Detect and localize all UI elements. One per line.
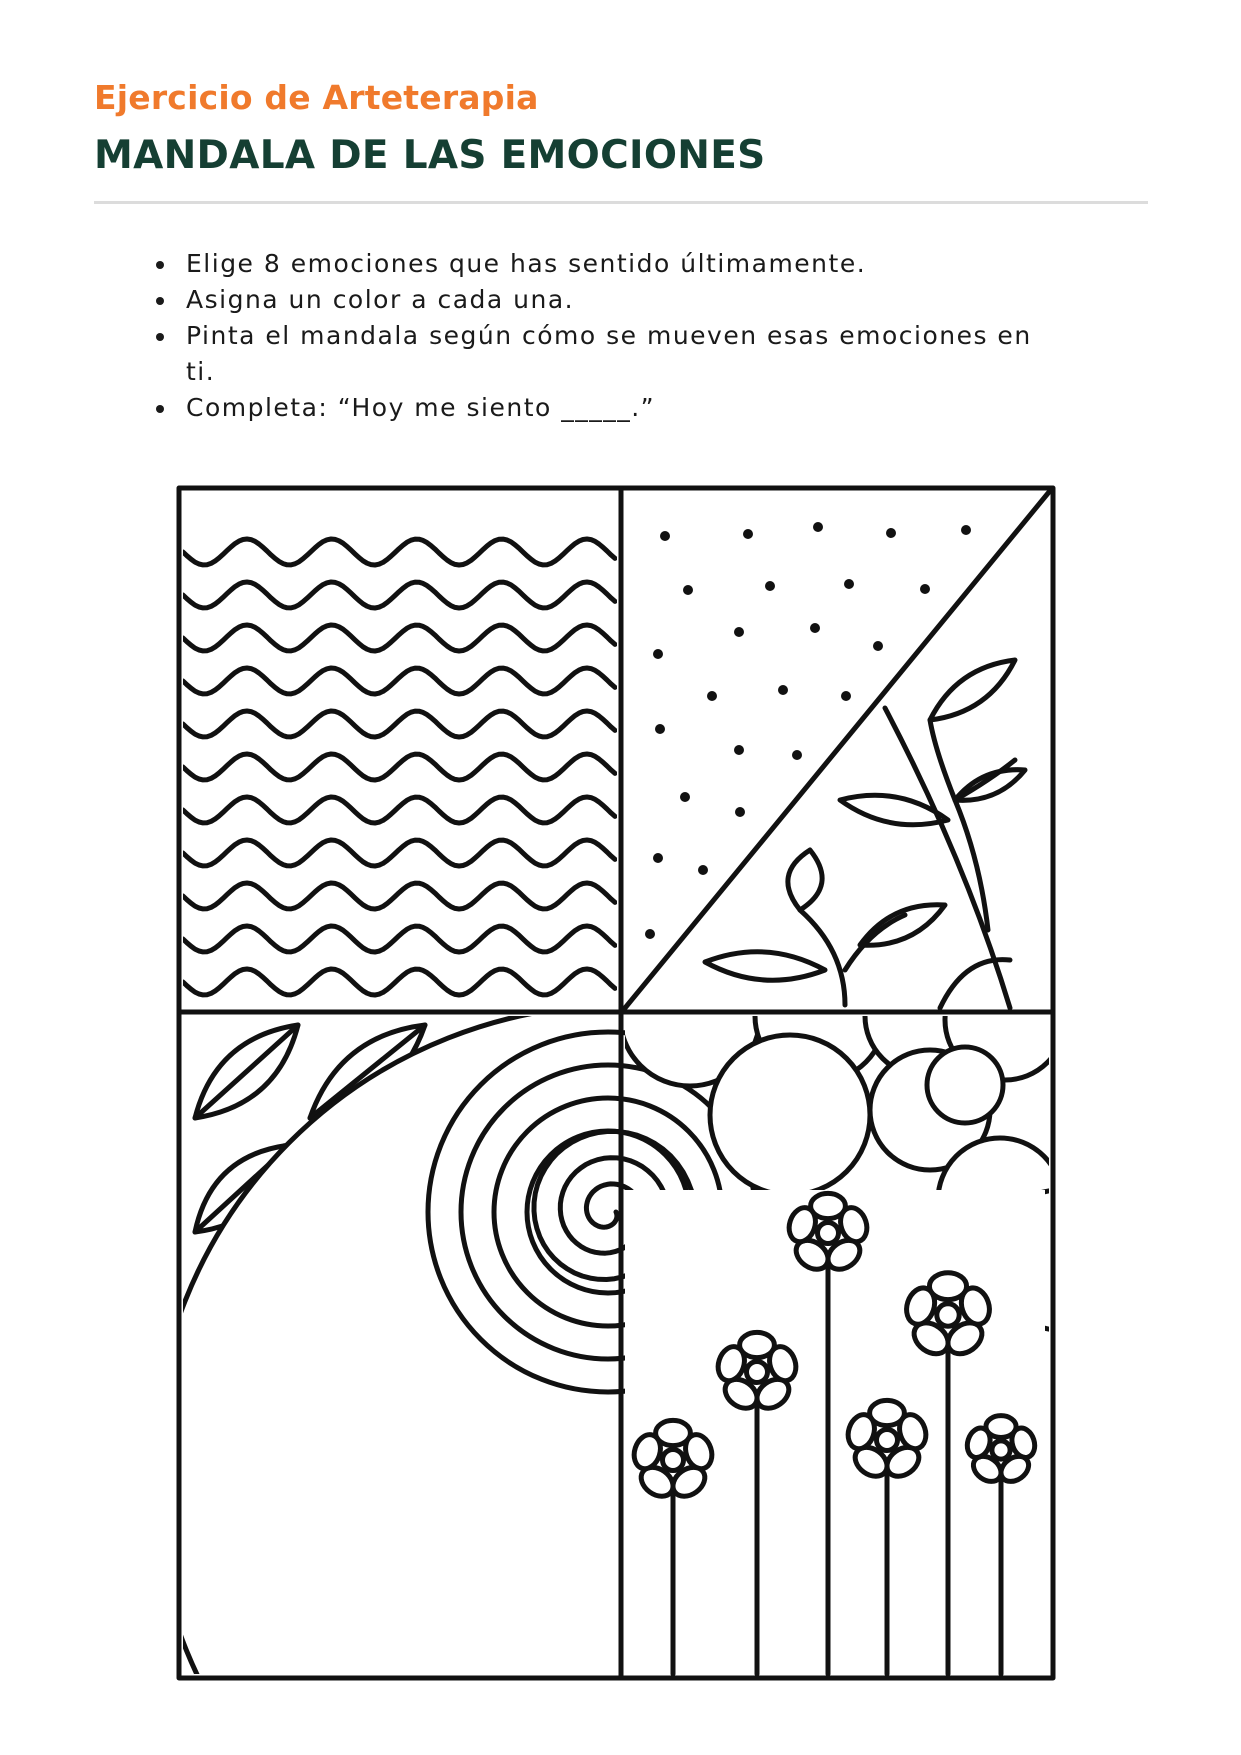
dot [698,865,708,875]
wave-line [183,668,615,694]
leaf-vein [195,1025,298,1118]
wave-line [183,883,615,909]
flower-center [877,1430,898,1451]
dot [734,627,744,637]
dot [778,685,788,695]
worksheet-title: MANDALA DE LAS EMOCIONES [94,133,766,178]
flower-center [663,1450,684,1471]
wave-line [183,625,615,651]
branch-stem [800,910,845,1005]
dot [920,584,930,594]
wave-line [183,754,615,780]
dot [655,724,665,734]
wave-line [183,926,615,952]
worksheet-subtitle: Ejercicio de Arteterapia [94,78,539,117]
leaf [788,850,822,910]
dot [886,528,896,538]
dot [680,792,690,802]
wave-line [183,797,615,823]
leaf [705,952,825,980]
cloud-bump [927,1047,1003,1123]
dot [813,522,823,532]
dot [645,929,655,939]
dot [841,691,851,701]
header-divider [94,201,1148,204]
instruction-item: Pinta el mandala según cómo se mueven esas emociones en ti. [148,318,1048,390]
wave-line [183,539,615,565]
hill-curve [940,960,1010,1008]
dot [653,649,663,659]
flower-center [937,1304,959,1326]
dot [683,585,693,595]
instructions-list [148,246,1048,426]
dot [961,525,971,535]
branch-twig [955,760,1015,800]
dot-pattern [645,522,971,939]
dot [873,641,883,651]
cloud-bump [710,1035,870,1195]
dot [844,579,854,589]
branch-stem [930,720,988,930]
instruction-item: Completa: “Hoy me siento _____.” [148,390,1048,426]
dot [707,691,717,701]
instruction-item: Asigna un color a cada una. [148,282,1048,318]
dot [792,750,802,760]
wave-line [183,711,615,737]
dot [765,581,775,591]
wave-line [183,840,615,866]
flower-center [992,1441,1010,1459]
dot [734,745,744,755]
dot [660,531,670,541]
flower-center [747,1362,768,1383]
wave-line [183,969,615,995]
dot [735,807,745,817]
flower-center [818,1223,839,1244]
instruction-item: Elige 8 emociones que has sentido últimamente. [148,246,1048,282]
wave-lines [183,539,615,995]
mandala-coloring-illustration [175,480,1057,1686]
dot [810,623,820,633]
leaf [930,660,1015,720]
dot [653,853,663,863]
dot [743,529,753,539]
wave-line [183,582,615,608]
